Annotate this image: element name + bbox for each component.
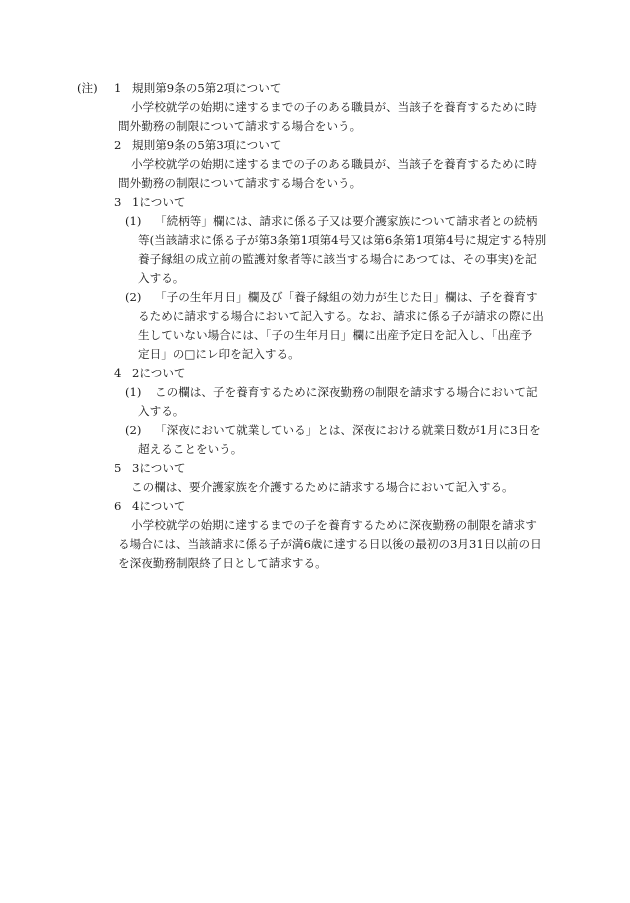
section-number: 4 — [114, 366, 122, 380]
section-heading: 規則第9条の5第2項について — [132, 81, 282, 95]
sub-item-line: 生していない場合には、「子の生年月日」欄に出産予定日を記入し、「出産予 — [138, 328, 533, 342]
section-body-line: 間外勤務の制限について請求する場合をいう。 — [118, 176, 362, 190]
sub-item-label: (2) — [125, 290, 142, 304]
note-marker: (注) — [77, 81, 98, 95]
sub-item-line: この欄は、子を養育するために深夜勤務の制限を請求する場合において記 — [155, 385, 538, 399]
sub-item-line: 「続柄等」欄には、請求に係る子又は要介護家族について請求者との続柄 — [155, 214, 538, 228]
section-number: 2 — [114, 138, 122, 152]
section-heading: 規則第9条の5第3項について — [132, 138, 282, 152]
sub-item-line: 超えることをいう。 — [138, 442, 243, 456]
sub-item-line: るために請求する場合において記入する。なお、請求に係る子が請求の際に出 — [138, 309, 544, 323]
section-number: 5 — [114, 461, 122, 475]
section-heading: 4について — [132, 499, 186, 513]
section-body-line: この欄は、要介護家族を介護するために請求する場合において記入する。 — [131, 480, 514, 494]
section-number: 1 — [114, 81, 122, 95]
section-body-line: を深夜勤務制限終了日として請求する。 — [118, 556, 327, 570]
sub-item-line: 定日」の□にレ印を記入する。 — [138, 347, 300, 361]
sub-item-label: (2) — [125, 423, 142, 437]
section-heading: 3について — [132, 461, 186, 475]
section-body-line: る場合には、当該請求に係る子が満6歳に達する日以後の最初の3月31日以前の日 — [118, 537, 542, 551]
section-body-line: 小学校就学の始期に達するまでの子のある職員が、当該子を養育するために時 — [131, 100, 537, 114]
sub-item-label: (1) — [125, 385, 142, 399]
section-number: 3 — [114, 195, 122, 209]
sub-item-line: 「子の生年月日」欄及び「養子縁組の効力が生じた日」欄は、子を養育す — [155, 290, 538, 304]
section-heading: 1について — [132, 195, 186, 209]
section-body-line: 間外勤務の制限について請求する場合をいう。 — [118, 119, 362, 133]
section-heading: 2について — [132, 366, 186, 380]
sub-item-line: 等(当該請求に係る子が第3条第1項第4号又は第6条第1項第4号に規定する特別 — [138, 233, 547, 247]
section-body-line: 小学校就学の始期に達するまでの子を養育するために深夜勤務の制限を請求す — [131, 518, 537, 532]
section-body-line: 小学校就学の始期に達するまでの子のある職員が、当該子を養育するために時 — [131, 157, 537, 171]
sub-item-line: 養子縁組の成立前の監護対象者等に該当する場合にあつては、その事実)を記 — [138, 252, 537, 266]
section-number: 6 — [114, 499, 122, 513]
sub-item-line: 「深夜において就業している」とは、深夜における就業日数が1月に3日を — [155, 423, 541, 437]
sub-item-line: 入する。 — [138, 271, 185, 285]
sub-item-line: 入する。 — [138, 404, 185, 418]
sub-item-label: (1) — [125, 214, 142, 228]
